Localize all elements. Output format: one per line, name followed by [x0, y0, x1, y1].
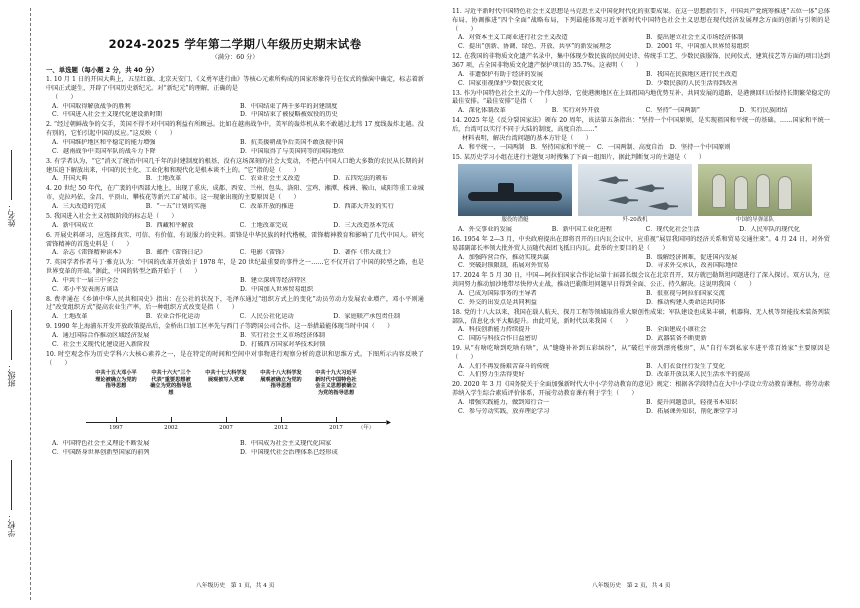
- question-7: [46, 259, 424, 294]
- page-footer: 八年级历史 第 1 页，共 4 页: [196, 582, 275, 589]
- question-material: 材料表明，解决台湾问题的基本方针是（ ）: [462, 134, 592, 142]
- timeline-event-2002: 中共十六大“三个代表”重要思想被确立为党的指导思想: [150, 370, 192, 396]
- option-d[interactable]: D．中国加入世界贸易组织: [240, 285, 314, 293]
- option-b[interactable]: B．邮件《雷锋日记》: [145, 249, 206, 257]
- option-d[interactable]: D．西部大开发的实行: [333, 202, 394, 210]
- option-d[interactable]: D．家庭联产承包责任制: [333, 313, 401, 321]
- question-stem: 2. “经过朝鲜战争的交手，美国不得不对中国的利益有所顾忌。比如在越南战争中，美军的轰炸机从来不敢越过北纬 17 度线轰炸北越。没有别的，它怕引起中国的反应。”这反映（ ）: [46, 121, 424, 138]
- question-1: [46, 76, 424, 120]
- timeline-year: 2017: [329, 425, 343, 432]
- question-18: [452, 309, 830, 344]
- question-stem: 15. 某历史学习小组在进行主题复习时搜集了下面一组图片，据此判断复习的主题是（ ）: [452, 153, 706, 161]
- option-d[interactable]: D．打破西方国家对华技术封锁: [240, 340, 326, 348]
- options-line[interactable]: A．和平统一、一国两制 B．坚持国家和平统一 C．一国两制、高度自治 D．坚持一个中国原则: [458, 143, 731, 151]
- option-b[interactable]: B．实行对外开放: [551, 107, 600, 115]
- question-stem: 20. 2020 年 3 月《国务院关于全面加强新时代大中小学劳动教育的意见》规定：根据各学段特点在大中小学设立劳动教育课程。将劳动素养纳入学生综合素质评价体系，开展劳动教育课有利于学生（ ）: [452, 381, 830, 398]
- option-c[interactable]: C．中国进入社会主义现代化建设新时期: [52, 111, 162, 119]
- binding-margin: [0, 0, 40, 608]
- option-c[interactable]: C．参与劳动实践，放弃理论学习: [458, 407, 550, 415]
- timeline-tick: [116, 417, 117, 422]
- option-d[interactable]: D．五四宪法的颁布: [333, 175, 388, 183]
- option-a[interactable]: A．深化体制改革: [458, 107, 506, 115]
- option-d[interactable]: D．武器装备不断更新: [646, 335, 707, 343]
- option-d[interactable]: D．中国现代社会治理体系已经形成: [240, 449, 338, 457]
- timeline-year: 2002: [164, 425, 178, 432]
- question-15: [452, 154, 830, 235]
- option-b[interactable]: B．提升问题意识，轻视书本知识: [646, 399, 738, 407]
- class-label: 班级：: [7, 363, 16, 387]
- option-d[interactable]: D．中国结束了被侵略被奴役的历史: [240, 111, 338, 119]
- option-c[interactable]: C．国防与科技合作日益密切: [458, 335, 537, 343]
- option-c[interactable]: C．社会主义现代化建设进入新阶段: [52, 340, 150, 348]
- option-b[interactable]: B．很重视与阿拉伯国家交流: [646, 289, 725, 297]
- option-b[interactable]: B．提出建立社会主义市场经济体制: [646, 34, 744, 42]
- option-d[interactable]: D．中国取得了与美国同等的国际地位: [240, 147, 344, 155]
- question-6: [46, 232, 424, 258]
- question-stem: 17. 2024 年 5 月 30 日，中国—阿拉伯国家合作论坛第十届部长级会议在北京召开，双方就巴勒斯坦问题进行了深入探讨。双方认为，应共同努力推动加沙地带尽快停火止战，推动巴勒斯坦问题早日得到全面、公正、持久解决。这说明我国（ ）: [452, 272, 830, 289]
- question-stem: 3. 有学者认为，“它”消灭了统治中国几千年的封建制度的根基，没有这场深刻的社会大变动，不把占中国人口绝大多数的农民从长期的封建压迫下解放出来，中国的民主化、工业化和和现代化是根本谈不上的。“它”指的是（ ）: [46, 157, 424, 174]
- question-stem: 8. 费孝通在《乡镇中华人民共和国史》指出：在公社的状况下，毛泽东通过“组织方式上的变化”动员劳动力发展农业增产，邓小平则通过“改变组织方式”提高农业生产率，后一种组织方式改变是指（ ）: [46, 295, 424, 312]
- option-b[interactable]: B．土地改革: [145, 175, 182, 183]
- answer-bracket[interactable]: （ ）: [52, 93, 77, 101]
- timeline-event-1997: 中共十五大邓小平理论被确立为党的指导思想: [95, 370, 137, 390]
- name-underline: [12, 150, 13, 200]
- option-a[interactable]: A．非遗保护有助于经济的发展: [458, 70, 543, 78]
- option-c[interactable]: C．电影《雷锋》: [239, 249, 288, 257]
- timeline-year: 1997: [109, 425, 123, 432]
- fighter-jet-image: [578, 164, 692, 216]
- page-1: [46, 8, 424, 594]
- question-19: [452, 345, 830, 380]
- timeline-tick: [226, 417, 227, 422]
- question-stem: 13. 作为中国特色社会主义的一个伟大创举，它使港澳地区在上回祖国内地优势互补、共同发展的道路，是港澳回归后保持长期繁荣稳定的最佳安排。“最佳安排”是指（ ）: [452, 89, 830, 106]
- option-b[interactable]: B．建立深圳等经济特区: [240, 276, 307, 284]
- class-underline: [12, 310, 13, 360]
- question-5: [46, 213, 424, 231]
- option-b[interactable]: B．抗美援朝战争后美国不敢放视中国: [240, 138, 344, 146]
- question-stem: 19. 从“有啥吃啥到吃啥有啥”，从“缝缝补补到五彩缤纷”，从“破烂平房到漂亮楼房”，从“自行车到私家车进平常百姓家”主要原因是（ ）: [452, 345, 830, 361]
- option-a[interactable]: A．人们不再发扬艰苦奋斗的传统: [458, 362, 550, 370]
- timeline-year: 2007: [219, 425, 233, 432]
- option-b[interactable]: B．新中国工业化进程: [551, 225, 612, 233]
- question-stem: 11. 习近平新时代中国特色社会主义思想是马克思主义中国化时代化的重要成果。在这一思想指引下，中国共产党统筹推进“五位一体”总体布局、协调推进“四个全面”战略布局，下列最能体现习近平新时代中国特色社会主义思想在现代经济发展理念方面的创新与引领的是（ ）: [452, 8, 830, 33]
- option-d[interactable]: D．三大改造基本完成: [333, 221, 394, 229]
- question-16: [452, 236, 830, 271]
- option-a[interactable]: A．对资本主义工商业进行社会主义改造: [458, 34, 568, 42]
- question-stem: 18. 党的十八大以来，我国在载人航天、探月工程等领域取得重大原创性成果；军队建设也成果丰硕，机器狗、无人机等智能技术装备列装部队，信息化水平大幅提升。由此可见，新时代以来我国（ ）: [452, 308, 830, 325]
- option-c[interactable]: C．国家重视保护少数民族文化: [458, 79, 544, 87]
- page-2: [452, 8, 830, 594]
- option-c[interactable]: C．邓小平发表南方谈话: [52, 285, 119, 293]
- question-stem: 16. 1954 年 2—3 月，中央政府提出在即将召开的日内瓦会议中，应重视“展显我国同的经济关系和贸易交通往来”。4 月 24 日，对外贸易部副部长率领大批外贸人员随代表团飞抵日内瓦。此举的主要目的是（ ）: [452, 235, 830, 252]
- option-a[interactable]: A．外交事业的发展: [458, 225, 512, 233]
- option-a[interactable]: A．新中国成立: [52, 221, 94, 229]
- option-b[interactable]: B．实行社会主义市场经济体制: [240, 332, 325, 340]
- question-2: [46, 121, 424, 156]
- timeline-year: 2012: [274, 425, 288, 432]
- arrow-right-icon: ▶: [386, 419, 391, 427]
- option-a[interactable]: A．通过国际合作推动区域经济发展: [52, 332, 150, 340]
- timeline-tick: [281, 417, 282, 422]
- timeline-unit: （年）: [358, 425, 375, 432]
- photo-fighter-jet: [578, 164, 692, 225]
- option-b[interactable]: B．西藏和平解放: [145, 221, 194, 229]
- missile-image: [698, 164, 812, 216]
- question-stem: 10. 时空观念作为历史学科六大核心素养之一，是在特定的时间和空间中对事物进行观察分析的意识和思维方式。下图所示内容反映了（ ）: [46, 350, 424, 367]
- option-a[interactable]: A．加强阵营合作，推动实现共赢: [458, 253, 550, 261]
- timeline-axis: [86, 422, 386, 423]
- photo-missile: [698, 164, 812, 225]
- option-c[interactable]: C．外交的出发点是共同利益: [458, 298, 537, 306]
- question-stem: 1. 10 月 1 日的开国大典上，五星红旗、北京天安门、《义勇军进行曲》等核心元素所构成的国家形象符号在仪式的操演中确定，标志着新中国正式诞生，开辟了中国历史新纪元。对“新纪元”的理解，正确的是: [46, 76, 424, 93]
- option-b[interactable]: B．我国在民族地区进行民主改造: [646, 70, 738, 78]
- option-b[interactable]: B．农业合作化运动: [145, 313, 200, 321]
- option-c[interactable]: C．中国跻身世界创新型国家的前列: [52, 449, 150, 457]
- option-a[interactable]: A．中共十一届三中全会: [52, 276, 119, 284]
- option-a[interactable]: A．土地改革: [52, 313, 88, 321]
- option-d[interactable]: D．寻求外交承认，改善国际地位: [646, 262, 738, 270]
- question-13: [452, 90, 830, 116]
- timeline-diagram: [86, 370, 391, 438]
- timeline-event-2012: 中共十八大科学发展观被确立为党的指导思想: [260, 370, 302, 390]
- timeline-event-2007: 中共十七大科学发展观被写入党章: [205, 370, 247, 383]
- option-a[interactable]: A．三大改造的完成: [52, 202, 106, 210]
- option-a[interactable]: A．杂志《雷锋精神读本》: [52, 249, 125, 257]
- school-field[interactable]: [8, 460, 20, 537]
- question-stem: 12. 在我国的非物质文化遗产名录中，集中体现少数民族的民间史诗、传统手工艺、少数民族服饰、民间仪式、建筑技艺等方面的项目达到 367 项，占全国非物质文化遗产保护项目的 35.7%。这表明（ ）: [452, 53, 830, 69]
- option-c[interactable]: C．突破封锁限制，拓展对外贸易: [458, 262, 550, 270]
- timeline-tick: [336, 417, 337, 422]
- photo-submarine: [458, 164, 572, 225]
- option-d[interactable]: D．著作《伟大战士》: [333, 249, 394, 257]
- photo-caption: 歼-20战机: [622, 217, 648, 224]
- option-d[interactable]: D．实行民族团结: [739, 107, 788, 115]
- question-20: [452, 381, 830, 416]
- exam-score: （满分：60 分）: [211, 54, 259, 62]
- question-stem: 14. 2025 年是《反分裂国家法》颁布 20 周年，该法第五条指出：“坚持一个中国原则，是实现祖国和平统一的基础。……国家和平统一后，台湾可以实行不同于大陆的制度，高度自治……”: [452, 117, 830, 133]
- option-b[interactable]: B．缓解经济困难，促进国内发展: [646, 253, 738, 261]
- question-stem: 5. 我国进入社会主义初级阶段的标志是（ ）: [46, 212, 178, 220]
- option-a[interactable]: A．增强实践能力，做到知行合一: [458, 399, 550, 407]
- school-underline: [12, 460, 13, 510]
- option-c[interactable]: C．土地改革完成: [239, 221, 288, 229]
- option-c[interactable]: C．改革开放的推进: [239, 202, 294, 210]
- school-label: 学校：: [7, 513, 16, 537]
- page-footer: 八年级历史 第 2 页，共 4 页: [592, 582, 671, 589]
- option-c[interactable]: C．人们努力生活得更好: [458, 371, 525, 379]
- question-stem: 9. 1990 年上海浦东开发开放政策提出后，金桥出口加工区率先与西门子等跨国公司合作。这一举措最能体现当时中国（ ）: [46, 323, 394, 331]
- option-d[interactable]: D．2001 年，中国加入世界贸易组织: [646, 43, 750, 51]
- question-14: [452, 117, 830, 152]
- timeline-tick: [171, 417, 172, 422]
- option-b[interactable]: B．中国结束了两千多年的封建制度: [240, 102, 338, 110]
- option-d[interactable]: D．拓展课外知识，削化课堂学习: [646, 407, 738, 415]
- option-a[interactable]: A．已成为国际事务的主导者: [458, 289, 537, 297]
- option-c[interactable]: C．人民公社化运动: [239, 313, 294, 321]
- option-b[interactable]: B．中国成为社会主义现代化国家: [240, 440, 332, 448]
- option-b[interactable]: B．人们衣食住行发生了变化: [646, 362, 725, 370]
- option-a[interactable]: A．中国特色社会主义理论不断发展: [52, 440, 150, 448]
- question-12: [452, 53, 830, 88]
- option-a[interactable]: A．中国取得解放战争的胜利: [52, 102, 131, 110]
- question-17: [452, 272, 830, 307]
- option-b[interactable]: B．“一五”计划的实施: [145, 202, 207, 210]
- name-label: 姓名：: [7, 203, 16, 227]
- binding-line: [30, 8, 31, 600]
- option-c[interactable]: C．现代化社会生活: [645, 225, 700, 233]
- option-c[interactable]: C．越南战争中美国军队的战斗力下降: [52, 147, 156, 155]
- question-stem: 4. 20 世纪 50 年代，在广袤的中西部大地上，出现了重庆、成都、西安、兰州、包头、洛阳、宝鸡、湘潭、株洲、鞍山、咸阳等重工业城市，克拉玛依、金昌、平顶山、攀枝花等新兴工矿城市。这一现象出现的主要原因是（ ）: [46, 185, 424, 202]
- exam-title: 2024-2025 学年第二学期八年级历史期末试卷: [108, 37, 362, 51]
- submarine-image: [458, 164, 572, 216]
- question-3: [46, 158, 424, 184]
- option-b[interactable]: B．全面建成小康社会: [646, 326, 707, 334]
- timeline-event-2017: 中共十九大习近平新时代中国特色社会主义思想被确立为党的指导思想: [315, 370, 357, 396]
- question-9: [46, 323, 424, 349]
- option-a[interactable]: A．中国维护地区和平稳定的能力增强: [52, 138, 156, 146]
- question-stem: 6. 开展史料研习，应选择真实、可信、有价值、有说服力的史料。雷锋是中华民族的时代楷模，雷锋精神教育和影响了几代中国人。研究雷锋精神的首选史料是（ ）: [46, 231, 424, 248]
- option-d[interactable]: D．人民军队的现代化: [739, 225, 800, 233]
- class-field[interactable]: [8, 310, 20, 387]
- option-c[interactable]: C．坚持“一国两制”: [645, 107, 700, 115]
- question-4: [46, 185, 424, 211]
- question-8: [46, 296, 424, 322]
- option-c[interactable]: C．农业社会主义改造: [239, 175, 300, 183]
- option-d[interactable]: D．少数民族的人民生活得到改善: [646, 79, 738, 87]
- option-d[interactable]: D．改革开放以来人民生活水平的提高: [646, 371, 750, 379]
- question-11: [452, 8, 830, 52]
- photo-row: [458, 164, 830, 225]
- name-field[interactable]: [8, 150, 20, 227]
- section-heading: 一、单选题（每小题 2 分，共 40 分）: [46, 66, 158, 75]
- option-a[interactable]: A．科技创新能力持续提升: [458, 326, 531, 334]
- option-c[interactable]: C．提出“创新、协调、绿色、开放、共享”的新发展理念: [458, 43, 612, 51]
- photo-caption: 服役的潜艇: [501, 217, 529, 224]
- photo-caption: 中国的导弹部队: [736, 217, 774, 224]
- question-stem: 7. 英国学者作者马丁·雅克认为：“中国的改革开放始于 1978 年，是 20 世纪最重要的事件之一……它不仅开启了中国的转型之路，也是世界变革的开端。”据此，中国的转型之路开始于（ ）: [46, 259, 424, 276]
- option-a[interactable]: A．开国大典: [52, 175, 88, 183]
- option-d[interactable]: D．推动构建人类命运共同体: [646, 298, 726, 306]
- question-10: [46, 351, 424, 458]
